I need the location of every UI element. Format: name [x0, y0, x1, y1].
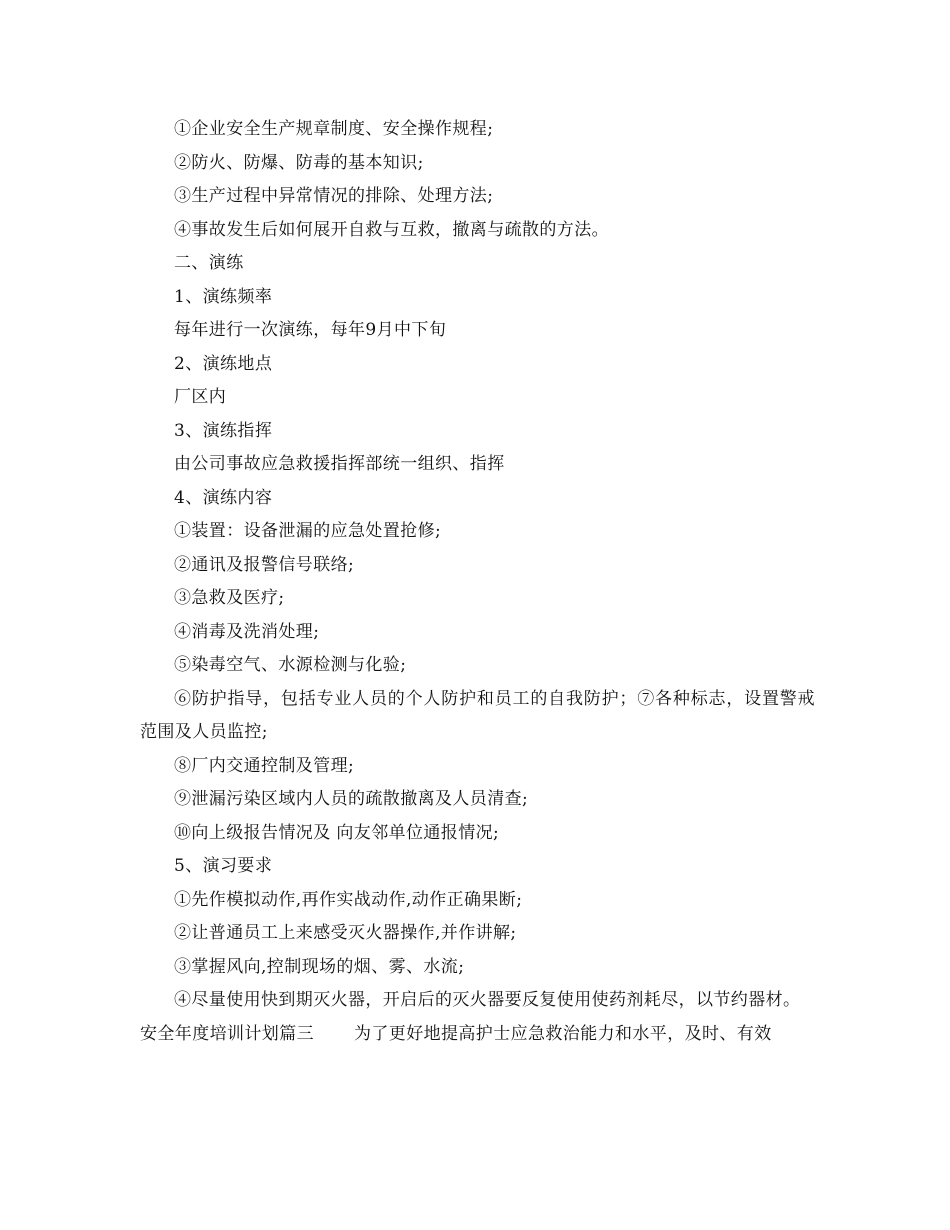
text-line: ④事故发生后如何展开自救与互救，撤离与疏散的方法。 — [174, 219, 609, 240]
text-line: ④消毒及洗消处理; — [174, 621, 320, 642]
text-line: ⑤染毒空气、水源检测与化验; — [174, 655, 407, 675]
text-line: ③生产过程中异常情况的排除、处理方法; — [174, 186, 494, 206]
text-line: ②通讯及报警信号联络; — [174, 554, 355, 575]
document-body — [140, 113, 815, 1051]
spacer — [314, 1018, 354, 1052]
paragraph-protection: ⑥防护指导，包括专业人员的个人防护和员工的自我防护；⑦各种标志，设置警戒范围及人员监控; — [140, 688, 815, 742]
text-line: ③掌握风向,控制现场的烟、雾、水流; — [174, 956, 465, 977]
subsection-heading: 4、演练内容 — [174, 487, 273, 508]
paragraph-extinguisher: ④尽量使用快到期灭火器，开启后的灭火器要反复使用使药剂耗尽，以节约器材。 — [174, 990, 801, 1010]
subsection-heading: 3、演练指挥 — [174, 420, 273, 441]
text-line: ②让普通员工上来感受灭火器操作,并作讲解; — [174, 923, 517, 943]
subsection-heading: 5、演习要求 — [174, 856, 273, 876]
subsection-heading: 2、演练地点 — [174, 353, 273, 374]
text-line: ⑩向上级报告情况及 向友邻单位通报情况; — [174, 822, 500, 843]
text-line: ⑨泄漏污染区域内人员的疏散撤离及人员清查; — [174, 789, 529, 809]
text-line: ③急救及医疗; — [174, 588, 285, 608]
section-title: 安全年度培训计划篇三 — [140, 1023, 314, 1044]
text-line: 厂区内 — [174, 387, 227, 407]
section-intro: 为了更好地提高护士应急救治能力和水平，及时、有效 — [354, 1023, 772, 1044]
text-line: ①装置：设备泄漏的应急处置抢修; — [174, 521, 442, 541]
text-line: ①企业安全生产规章制度、安全操作规程; — [174, 119, 494, 139]
subsection-heading: 1、演练频率 — [174, 286, 273, 307]
text-line: 由公司事故应急救援指挥部统一组织、指挥 — [174, 454, 505, 474]
text-line: ②防火、防爆、防毒的基本知识; — [174, 152, 424, 173]
text-line: ⑧厂内交通控制及管理; — [174, 755, 355, 776]
section-heading: 二、演练 — [174, 253, 244, 273]
section-title-line — [140, 1018, 815, 1052]
text-line: 每年进行一次演练，每年9月中下旬 — [174, 320, 447, 340]
text-line: ①先作模拟动作,再作实战动作,动作正确果断; — [174, 889, 523, 910]
